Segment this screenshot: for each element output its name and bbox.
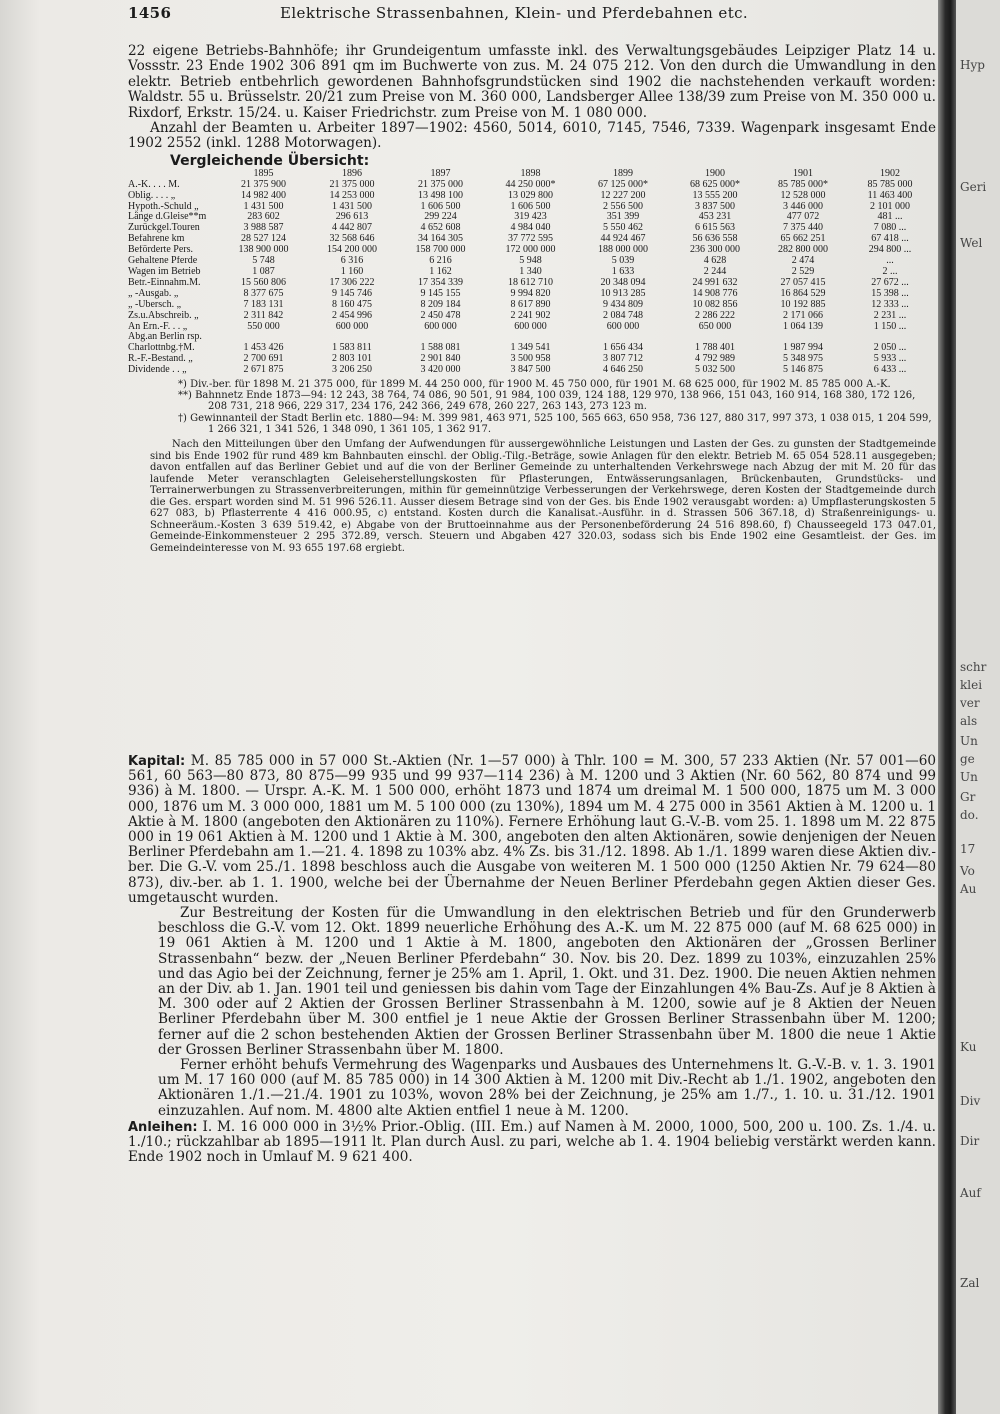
cell-value: 1 583 811 xyxy=(332,343,372,354)
cell-value: 550 000 xyxy=(247,321,280,332)
year-header: 1901 xyxy=(793,167,813,179)
cell-value: 2 171 066 xyxy=(783,310,823,321)
row-label: Länge d.Gleise**m xyxy=(128,212,207,223)
cell-value: 10 082 856 xyxy=(692,299,738,310)
cell-value xyxy=(577,332,669,343)
cell-value: 24 991 632 xyxy=(692,277,738,288)
cell-value: 158 700 000 xyxy=(415,245,466,256)
cell-value: 32 568 646 xyxy=(329,234,375,245)
cell-value: 453 231 xyxy=(698,212,732,223)
comparison-row xyxy=(128,289,935,300)
cell-value: 13 498 100 xyxy=(418,190,463,201)
cell-value: 4 652 608 xyxy=(420,223,461,234)
cell-value: 1 606 500 xyxy=(510,201,551,212)
cell-value: 85 785 000 xyxy=(867,179,913,190)
adjacent-page-fragment: Zal xyxy=(960,1276,980,1290)
cell-value: 7 183 131 xyxy=(243,299,284,310)
adjacent-page-fragment: Dir xyxy=(960,1134,980,1148)
cell-value xyxy=(845,332,935,343)
cell-value: 4 442 807 xyxy=(332,223,372,234)
cell-value: 2 311 842 xyxy=(243,310,284,321)
cell-value: 15 560 806 xyxy=(241,277,286,288)
cell-value: 5 748 xyxy=(252,256,275,267)
cell-value: 2 700 691 xyxy=(243,354,284,365)
adjacent-page-fragment: Geri xyxy=(960,180,987,194)
row-label: Beförderte Pers. xyxy=(128,245,193,256)
cell-value: 12 528 000 xyxy=(780,190,826,201)
cell-value: 294 800 ... xyxy=(868,245,912,256)
cell-value: 2 101 000 xyxy=(870,201,910,212)
kapital-paragraph-2: Zur Bestreitung der Kosten für die Umwandlung in den elektrischen Betrieb und für den Grunderwerb beschloss die G.-V. vom 12. Okt. 1899 neuerliche Erhöhung des A.-K. um M. 22 875 000 (auf M. 68 625 000) in 19 061 Aktien à M. 1200 und 1 Aktie à M. 1800, angeboten den Aktionären der „Grossen Berliner Strassenbahn“ bezw. der „Neuen Berliner Pferdebahn“ 30. Nov. bis 20. Dez. 1899 zu 103%, einzuzahlen 25% und das Agio bei der Zeichnung, ferner je 25% am 1. April, 1. Okt. und 31. Dez. 1900. Die neuen Aktien nehmen an der Div. ab 1. Jan. 1901 teil und geniessen bis dahin vom Tage der Einzahlungen 4% Bau-Zs. Auf je 8 Aktien à M. 300 oder auf 2 Aktien der Grossen Berliner Strassenbahn à M. 1200, sowie auf je 8 Aktien der Neuen Berliner Pferdebahn über M. 300 entfiel je 1 neue Aktie der Grossen Berliner Strassenbahn über M. 1200; ferner auf die 2 schon bestehenden Aktien der Grossen Berliner Strassenbahn über M. 1800 die neue 1 Aktie der Grossen Berliner Strassenbahn über M. 1800. xyxy=(158,905,936,1058)
cell-value: 3 837 500 xyxy=(695,201,735,212)
cell-value: 2 901 840 xyxy=(420,354,461,365)
cell-value: 4 984 040 xyxy=(510,223,551,234)
cell-value: 6 433 ... xyxy=(873,365,907,376)
capital-section xyxy=(128,754,936,1165)
cell-value: 299 224 xyxy=(424,212,457,223)
cell-value: 8 617 890 xyxy=(510,299,551,310)
adjacent-page-fragment: Ku xyxy=(960,1040,977,1054)
cell-value: 283 602 xyxy=(247,212,280,223)
cell-value: 2 454 996 xyxy=(332,310,372,321)
anleihen-paragraph xyxy=(128,1120,936,1166)
cell-value: 4 646 250 xyxy=(603,365,643,376)
adjacent-page-fragment: als xyxy=(960,714,978,728)
cell-value: 138 900 000 xyxy=(238,245,289,256)
cell-value: 5 933 ... xyxy=(873,354,907,365)
cell-value: 3 206 250 xyxy=(332,365,372,376)
cell-value: 600 000 xyxy=(514,321,547,332)
cell-value: 65 662 251 xyxy=(780,234,826,245)
adjacent-page-fragment: do. xyxy=(960,808,979,822)
adjacent-page-fragment: Auf xyxy=(960,1186,981,1200)
adjacent-page-fragment: Wel xyxy=(960,236,983,250)
anleihen-label: Anleihen: xyxy=(128,1119,198,1135)
comparison-row xyxy=(128,223,935,234)
cell-value: 3 988 587 xyxy=(243,223,284,234)
comparison-table xyxy=(128,169,935,376)
cell-value: 12 227 200 xyxy=(600,190,646,201)
adjacent-page-fragment: Au xyxy=(960,882,977,896)
cell-value: 1 987 994 xyxy=(783,343,823,354)
cell-value: 2 671 875 xyxy=(243,365,284,376)
cell-value: 1 064 139 xyxy=(783,321,823,332)
cell-value: 3 500 958 xyxy=(510,354,551,365)
cell-value: 7 375 440 xyxy=(783,223,823,234)
kapital-text-1: M. 85 785 000 in 57 000 St.-Aktien (Nr. 1—57 000) à Thlr. 100 = M. 300, 57 233 Aktien (Nr. 57 001—60 561, 60 563—80 873, 80 875—99 935 und 99 937—114 236) à M. 1200 und 3 Aktien (Nr. 60 562, 80 874 und 99 936) à M. 1800. — Urspr. A.-K. M. 1 500 000, erhöht 1873 und 1874 um dreimal M. 1 500 000, 1875 um M. 3 000 000, 1876 um M. 3 000 000, 1881 um M. 5 100 000 (zu 130%), 1894 um M. 4 275 000 in 3561 Aktien à M. 1200 u. 1 Aktie à M. 1800 (angeboten den Aktionären zu 110%). Fernere Erhöhung laut G.-V.-B. vom 25. 1. 1898 um M. 22 875 000 in 19 061 Aktien à M. 1200 und 1 Aktie à M. 300, angeboten den alten Aktionären, sowie denjenigen der Neuen Berliner Pferdebahn am 1.—21. 4. 1898 zu 103% abz. 4% Zs. bis 31./12. 1898. Ab 1./1. 1899 waren diese Aktien div.-ber. Die G.-V. vom 25./1. 1898 beschloss auch die Ausgabe von weiteren M. 1 500 000 (1250 Aktien Nr. 79 624—80 873), div.-ber. ab 1. 1. 1900, welche bei der Übernahme der Neuen Berliner Pferdebahn gegen Aktien dieser Ges. umgetauscht wurden. xyxy=(128,753,937,906)
cell-value: 172 000 000 xyxy=(505,245,556,256)
comparison-row xyxy=(128,332,935,343)
cell-value: ... xyxy=(886,256,894,267)
comparison-row xyxy=(128,202,935,213)
adjacent-page-edge xyxy=(956,0,1000,1414)
comparison-row xyxy=(128,256,935,267)
comparison-row xyxy=(128,300,935,311)
year-header: 1900 xyxy=(705,167,725,179)
cell-value: 351 399 xyxy=(606,212,640,223)
row-label: Charlottnbg.†M. xyxy=(128,343,195,354)
kapital-label: Kapital: xyxy=(128,754,186,769)
comparison-row xyxy=(128,365,935,376)
cell-value: 17 306 222 xyxy=(329,277,375,288)
running-title: Elektrische Strassenbahnen, Klein- und Pferdebahnen etc. xyxy=(280,4,749,22)
adjacent-page-fragment: Div xyxy=(960,1094,981,1108)
comparison-row xyxy=(128,322,935,333)
cell-value: 34 164 305 xyxy=(418,234,463,245)
footnotes xyxy=(178,379,936,435)
row-label: Abg.an Berlin rsp. xyxy=(128,332,202,343)
cell-value: 6 316 xyxy=(340,256,364,267)
cell-value: 8 209 184 xyxy=(420,299,461,310)
cell-value: 477 072 xyxy=(786,212,820,223)
row-label: Zurückgel.Touren xyxy=(128,223,200,234)
cell-value: 68 625 000* xyxy=(690,179,740,190)
cell-value: 4 792 989 xyxy=(695,354,735,365)
row-label: „ -Ausgab. „ xyxy=(128,288,179,299)
cell-value: 319 423 xyxy=(514,212,547,223)
cell-value: 2 ... xyxy=(882,267,898,277)
row-label: Gehaltene Pferde xyxy=(128,256,198,267)
cell-value: 650 000 xyxy=(698,321,732,332)
cell-value: 44 924 467 xyxy=(600,234,646,245)
cell-value: 282 800 000 xyxy=(778,245,828,256)
cell-value: 14 908 776 xyxy=(692,288,738,299)
year-header: 1902 xyxy=(880,167,900,179)
cell-value: 1 087 xyxy=(252,267,275,277)
property-paragraph: 22 eigene Betriebs-Bahnhöfe; ihr Grundeigentum umfasste inkl. des Verwaltungsgebäudes Leipziger Platz 14 u. Vossstr. 23 Ende 1902 306 891 qm im Buchwerte von zus. M. 24 075 212. Von den durch die Umwandlung in den elektr. Betrieb entbehrlich gewordenen Bahnhofsgrundstücken sind 1902 die nachstehenden verkauft worden: Waldstr. 55 u. Brüsselstr. 20/21 zum Preise von M. 360 000, Landsberger Allee 138/39 zum Preise von M. 350 000 u. Rixdorf, Erkstr. 15/24. u. Kaiser Friedrichstr. zum Preise von M. 1 080 000. xyxy=(128,43,936,121)
adjacent-page-fragment: Un xyxy=(960,734,978,748)
cell-value: 600 000 xyxy=(424,321,457,332)
cell-value: 67 125 000* xyxy=(598,179,648,190)
comparison-row xyxy=(128,343,935,354)
cell-value: 1 588 081 xyxy=(420,343,461,354)
comparison-row xyxy=(128,191,935,202)
cell-value: 56 636 558 xyxy=(692,234,738,245)
cell-value: 2 286 222 xyxy=(695,310,735,321)
row-label: „ -Übersch. „ xyxy=(128,299,182,310)
year-header: 1897 xyxy=(430,167,451,179)
cell-value: 2 450 478 xyxy=(420,310,461,321)
cell-value xyxy=(220,332,307,343)
staff-paragraph: Anzahl der Beamten u. Arbeiter 1897—1902: 4560, 5014, 6010, 7145, 7546, 7339. Wagenpark insgesamt Ende 1902 2552 (inkl. 1288 Motorwagen). xyxy=(128,120,936,152)
cell-value: 1 340 xyxy=(519,267,542,277)
cell-value: 3 847 500 xyxy=(510,365,551,376)
cell-value: 154 200 000 xyxy=(327,245,377,256)
cell-value: 1 162 xyxy=(429,267,452,277)
cell-value: 7 080 ... xyxy=(873,223,907,234)
comparison-row xyxy=(128,278,935,289)
kapital-paragraph-3: Ferner erhöht behufs Vermehrung des Wagenparks und Ausbaues des Unternehmens lt. G.-V.-B. v. 1. 3. 1901 um M. 17 160 000 (auf M. 85 785 000) in 14 300 Aktien à M. 1200 mit Div.-Recht ab 1./1. 1902, angeboten den Aktionären 1./1.—21./4. 1901 zu 103%, wovon 28% bei der Zeichnung, je 25% am 1./7., 1. 10. u. 31./12. 1901 einzuzahlen. Auf nom. M. 4800 alte Aktien entfiel 1 neue à M. 1200. xyxy=(158,1057,936,1119)
adjacent-page-fragment: ge xyxy=(960,752,975,766)
cell-value: 10 913 285 xyxy=(600,288,646,299)
comparison-row xyxy=(128,311,935,322)
cell-value: 1 633 xyxy=(611,267,635,277)
adjacent-page-fragment: schr xyxy=(960,660,987,674)
cell-value: 2 556 500 xyxy=(603,201,643,212)
cell-value: 15 398 ... xyxy=(871,288,909,299)
cell-value: 21 375 000 xyxy=(418,179,463,190)
cell-value xyxy=(484,332,577,343)
footnote-dividend: *) Div.-ber. für 1898 M. 21 375 000, für 1899 M. 44 250 000, für 1900 M. 45 750 000, für 1901 M. 68 625 000, für 1902 M. 85 785 000 A.-K. xyxy=(178,379,891,391)
cell-value: 2 244 xyxy=(703,267,727,277)
cell-value: 3 446 000 xyxy=(783,201,823,212)
cell-value: 1 453 426 xyxy=(243,343,284,354)
cell-value: 296 613 xyxy=(335,212,369,223)
cell-value: 188 000 000 xyxy=(598,245,648,256)
cell-value: 5 948 xyxy=(519,256,542,267)
cell-value: 600 000 xyxy=(335,321,369,332)
cell-value xyxy=(761,332,845,343)
cell-value: 37 772 595 xyxy=(508,234,553,245)
cell-value: 9 994 820 xyxy=(510,288,551,299)
cell-value xyxy=(397,332,484,343)
cell-value xyxy=(307,332,397,343)
cell-value: 10 192 885 xyxy=(780,299,826,310)
cell-value: 600 000 xyxy=(606,321,640,332)
comparison-row xyxy=(128,354,935,365)
cell-value: 9 145 155 xyxy=(420,288,461,299)
cell-value: 6 216 xyxy=(429,256,452,267)
cell-value: 1 150 ... xyxy=(873,321,907,332)
cell-value: 2 241 902 xyxy=(510,310,551,321)
cell-value: 1 656 434 xyxy=(603,343,643,354)
cell-value: 13 555 200 xyxy=(692,190,738,201)
cell-value: 2 231 ... xyxy=(873,310,907,321)
book-gutter xyxy=(938,0,956,1414)
cell-value: 2 529 xyxy=(791,267,815,277)
cell-value: 2 084 748 xyxy=(603,310,643,321)
comparison-corner xyxy=(128,169,220,180)
row-label: An Ern.-F. . . „ xyxy=(128,321,188,332)
cell-value: 1 788 401 xyxy=(695,343,735,354)
cell-value: 9 434 809 xyxy=(603,299,643,310)
cell-value: 1 431 500 xyxy=(243,201,284,212)
cell-value: 8 160 475 xyxy=(332,299,372,310)
page-header xyxy=(128,4,938,26)
cell-value: 5 146 875 xyxy=(783,365,823,376)
year-header: 1896 xyxy=(342,167,362,179)
row-label: A.-K. . . . M. xyxy=(128,179,180,190)
cell-value: 3 420 000 xyxy=(420,365,461,376)
cell-value: 21 375 900 xyxy=(241,179,286,190)
comparison-row xyxy=(128,245,935,256)
adjacent-page-fragment: ver xyxy=(960,696,980,710)
footnote-network: **) Bahnnetz Ende 1873—94: 12 243, 38 764, 74 086, 90 501, 91 984, 100 039, 124 188, 129 970, 138 966, 151 043, 160 914, 168 380, 172 126, 208 731, 218 966, 229 317, 234 176, 242 366, 249 678, 260 227, 263 143, 273 123 m. xyxy=(178,390,916,413)
year-header: 1895 xyxy=(253,167,274,179)
footnote-city-share: †) Gewinnanteil der Stadt Berlin etc. 1880—94: M. 399 981, 463 971, 525 100, 565 663, 650 958, 736 127, 880 317, 997 373, 1 038 015, 1 204 599, 1 266 321, 1 341 526, 1 348 090, 1 361 105, 1 362 917. xyxy=(178,412,932,435)
row-label: Betr.-Einnahm.M. xyxy=(128,277,201,288)
cell-value xyxy=(669,332,761,343)
row-label: Zs.u.Abschreib. „ xyxy=(128,310,199,321)
cell-value: 67 418 ... xyxy=(871,234,909,245)
anleihen-text: I. M. 16 000 000 in 3½% Prior.-Oblig. (III. Em.) auf Namen à M. 2000, 1000, 500, 200 u. 100. Zs. 1./4. u. 1./10.; rückzahlbar ab 1895—1911 lt. Plan durch Ausl. zu pari, welche ab 1. 4. 1904 beliebig verstärkt werden kann. Ende 1902 noch in Umlauf M. 9 621 400. xyxy=(128,1118,936,1166)
row-label: Befahrene km xyxy=(128,234,185,245)
row-label: Oblig. . . . „ xyxy=(128,190,176,201)
comparison-row xyxy=(128,180,935,191)
cell-value: 27 057 415 xyxy=(780,277,826,288)
adjacent-page-fragment: klei xyxy=(960,678,983,692)
row-label: R.-F.-Bestand. „ xyxy=(128,354,193,365)
comparison-title: Vergleichende Übersicht: xyxy=(170,152,370,169)
cell-value: 17 354 339 xyxy=(418,277,463,288)
cell-value: 18 612 710 xyxy=(508,277,553,288)
cell-value: 1 160 xyxy=(340,267,364,277)
cell-value: 236 300 000 xyxy=(690,245,740,256)
main-column xyxy=(128,44,936,554)
cell-value: 20 348 094 xyxy=(600,277,646,288)
cell-value: 28 527 124 xyxy=(241,234,286,245)
adjacent-page-fragment: 17 xyxy=(960,842,976,856)
cell-value: 14 253 000 xyxy=(329,190,375,201)
cell-value: 6 615 563 xyxy=(695,223,735,234)
cell-value: 2 050 ... xyxy=(873,343,907,354)
cell-value: 5 348 975 xyxy=(783,354,823,365)
cell-value: 8 377 675 xyxy=(243,288,284,299)
cell-value: 44 250 000* xyxy=(505,179,556,190)
cell-value: 4 628 xyxy=(703,256,727,267)
cell-value: 16 864 529 xyxy=(780,288,826,299)
cell-value: 11 463 400 xyxy=(867,190,913,201)
cell-value: 2 803 101 xyxy=(332,354,372,365)
cell-value: 5 032 500 xyxy=(695,365,735,376)
cell-value: 5 039 xyxy=(611,256,635,267)
comparison-row xyxy=(128,234,935,245)
cell-value: 27 672 ... xyxy=(871,277,909,288)
adjacent-page-fragment: Un xyxy=(960,770,978,784)
kapital-paragraph-1 xyxy=(128,754,936,906)
year-header: 1899 xyxy=(613,167,633,179)
cell-value: 21 375 000 xyxy=(329,179,375,190)
cell-value: 85 785 000* xyxy=(778,179,828,190)
cell-value: 481 ... xyxy=(877,212,903,223)
cell-value: 9 145 746 xyxy=(332,288,372,299)
cell-value: 1 431 500 xyxy=(332,201,372,212)
adjacent-page-fragment: Vo xyxy=(960,864,975,878)
comparison-year-row xyxy=(128,169,935,180)
comparison-row xyxy=(128,212,935,223)
row-label: Wagen im Betrieb xyxy=(128,267,201,277)
year-header: 1898 xyxy=(520,167,541,179)
cell-value: 1 606 500 xyxy=(420,201,461,212)
row-label: Dividende . . „ xyxy=(128,365,187,376)
municipal-paragraph: Nach den Mitteilungen über den Umfang der Aufwendungen für aussergewöhnliche Leistungen und Lasten der Ges. zu gunsten der Stadtgemeinde sind bis Ende 1902 für rund 489 km Bahnbauten einschl. der Oblig.-Tilg.-Beträge, sowie Anlagen für den elektr. Betrieb M. 65 054 528.11 ausgegeben; davon entfallen auf das Berliner Gebiet und auf die von der Berliner Gemeinde zu unterhaltenden Verkehrswege nach Abzug der mit M. 20 für das laufende Meter veranschlagten Geleiseherstellungskosten für Pflasterungen, Entwässerungsanlagen, Brückenbauten, Grundstücks- und Terrainerwerbungen zu Strassenverbreiterungen, mithin für gemeinnützige Verbesserungen der Verkehrswege, deren Kosten der Stadtgemeinde durch die Ges. erspart worden sind M. 51 996 526.11. Ausser diesem Betrage sind von der Ges. bis Ende 1902 verausgabt worden: a) Umpflasterungskosten 5 627 083, b) Pflasterrente 4 416 000.95, c) entstand. Kosten durch die Kanalisat.-Ausführ. in d. Strassen 506 367.18, d) Straßenreinigungs- u. Schneeräum.-Kosten 3 639 519.42, e) Abgabe von der Bruttoeinnahme aus der Personenbeförderung 24 516 898.60, f) Chausseegeld 173 047.01, Gemeinde-Einkommensteuer 2 295 372.89, versch. Steuern und Abgaben 427 320.03, sodass sich bis Ende 1902 eine Gesamtleist. der Ges. im Gemeindeinteresse von M. 93 655 197.68 ergiebt. xyxy=(150,439,936,554)
adjacent-page-fragment: Gr xyxy=(960,790,976,804)
cell-value: 3 807 712 xyxy=(603,354,643,365)
cell-value: 13 029 800 xyxy=(508,190,553,201)
cell-value: 2 474 xyxy=(791,256,815,267)
row-label: Hypoth.-Schuld „ xyxy=(128,201,199,212)
cell-value: 5 550 462 xyxy=(603,223,643,234)
cell-value: 14 982 400 xyxy=(241,190,286,201)
cell-value: 1 349 541 xyxy=(510,343,551,354)
page-number: 1456 xyxy=(128,4,172,22)
comparison-row xyxy=(128,267,935,278)
adjacent-page-fragment: Hyp xyxy=(960,58,985,72)
cell-value: 12 333 ... xyxy=(871,299,909,310)
